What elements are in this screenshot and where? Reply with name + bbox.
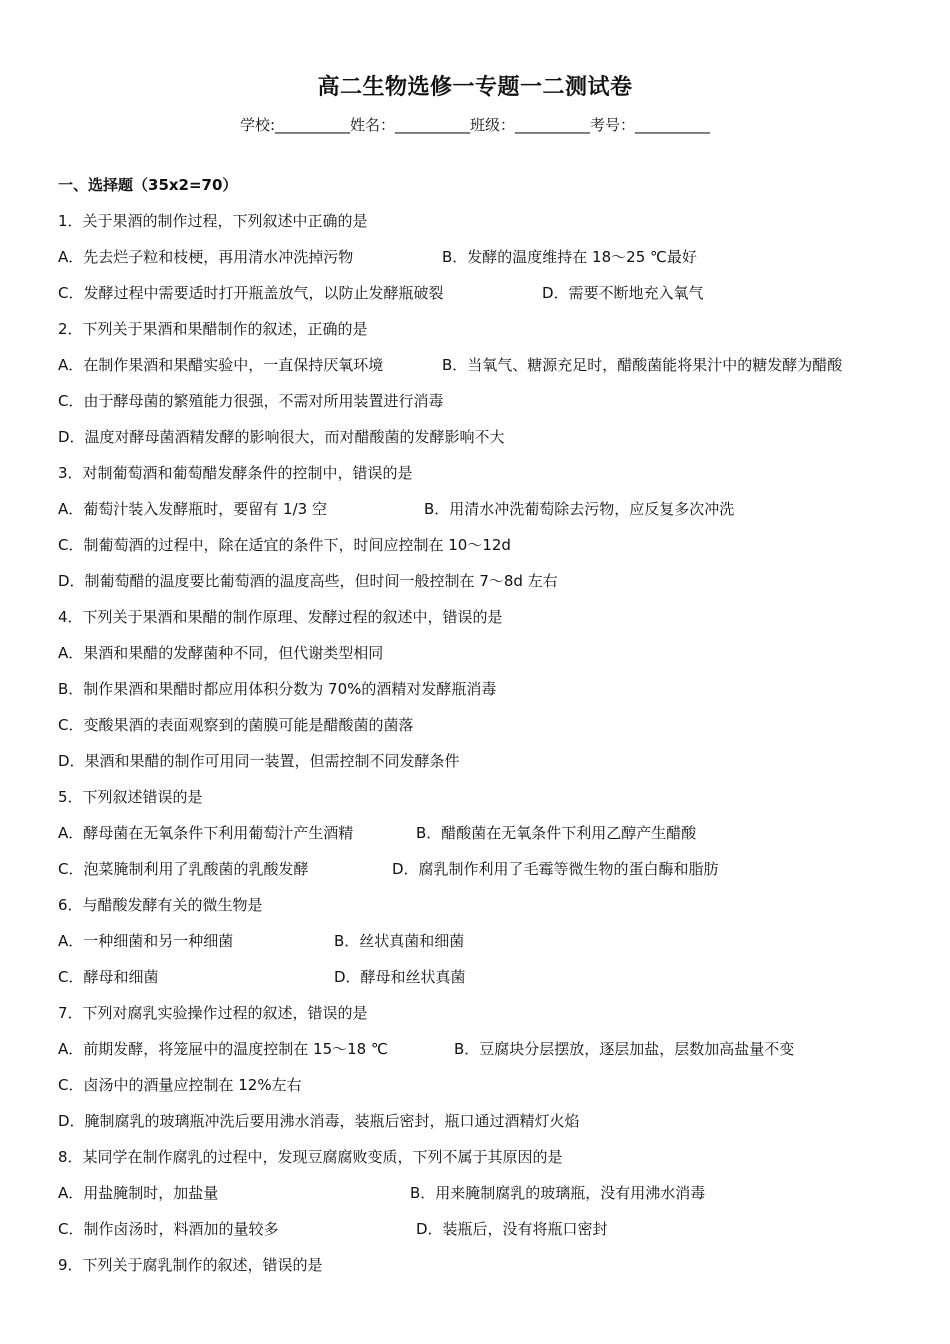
- question-4-option-a: A．果酒和果醋的发酵菌种不同，但代谢类型相同: [58, 644, 384, 662]
- section-heading: 一、选择题（35x2=70）: [58, 176, 238, 194]
- question-1-stem: 1．关于果酒的制作过程，下列叙述中正确的是: [58, 212, 368, 230]
- question-6-stem: 6．与醋酸发酵有关的微生物是: [58, 896, 263, 914]
- question-5-option-a: A．酵母菌在无氧条件下利用葡萄汁产生酒精: [58, 824, 354, 842]
- student-info-line: 学校:__________姓名：__________班级：__________考号：__________: [239, 116, 711, 134]
- question-3-option-a: A．葡萄汁装入发酵瓶时，要留有 1/3 空: [58, 500, 327, 518]
- question-1-option-d: D．需要不断地充入氧气: [542, 284, 704, 302]
- exam-title: 高二生物选修一专题一二测试卷: [317, 75, 633, 100]
- question-4-stem: 4．下列关于果酒和果醋的制作原理、发酵过程的叙述中，错误的是: [58, 608, 503, 626]
- question-1-option-b: B．发酵的温度维持在 18～25 ℃最好: [442, 248, 697, 266]
- question-5-option-c: C．泡菜腌制利用了乳酸菌的乳酸发酵: [58, 860, 309, 878]
- question-5-option-b: B．醋酸菌在无氧条件下利用乙醇产生醋酸: [416, 824, 697, 842]
- question-7-option-b: B．豆腐块分层摆放，逐层加盐，层数加高盐量不变: [454, 1040, 795, 1058]
- question-6-option-a: A．一种细菌和另一种细菌: [58, 932, 234, 950]
- question-7-option-d: D．腌制腐乳的玻璃瓶冲洗后要用沸水消毒，装瓶后密封，瓶口通过酒精灯火焰: [58, 1112, 580, 1130]
- question-3-stem: 3．对制葡萄酒和葡萄醋发酵条件的控制中，错误的是: [58, 464, 413, 482]
- question-8-option-d: D．装瓶后，没有将瓶口密封: [416, 1220, 608, 1238]
- question-3-option-d: D．制葡萄醋的温度要比葡萄酒的温度高些，但时间一般控制在 7～8d 左右: [58, 572, 558, 590]
- question-7-stem: 7．下列对腐乳实验操作过程的叙述，错误的是: [58, 1004, 368, 1022]
- question-5-option-d: D．腐乳制作利用了毛霉等微生物的蛋白酶和脂肪: [392, 860, 719, 878]
- question-8-option-b: B．用来腌制腐乳的玻璃瓶，没有用沸水消毒: [410, 1184, 706, 1202]
- question-9-stem: 9．下列关于腐乳制作的叙述，错误的是: [58, 1256, 323, 1274]
- question-7-option-a: A．前期发酵，将笼屉中的温度控制在 15～18 ℃: [58, 1040, 388, 1058]
- question-4-option-b: B．制作果酒和果醋时都应用体积分数为 70%的酒精对发酵瓶消毒: [58, 680, 497, 698]
- question-8-option-a: A．用盐腌制时，加盐量: [58, 1184, 219, 1202]
- question-6-option-c: C．酵母和细菌: [58, 968, 159, 986]
- question-1-option-c: C．发酵过程中需要适时打开瓶盖放气，以防止发酵瓶破裂: [58, 284, 444, 302]
- question-5-stem: 5．下列叙述错误的是: [58, 788, 203, 806]
- question-4-option-d: D．果酒和果醋的制作可用同一装置，但需控制不同发酵条件: [58, 752, 460, 770]
- question-3-option-b: B．用清水冲洗葡萄除去污物，应反复多次冲洗: [424, 500, 735, 518]
- question-2-option-a: A．在制作果酒和果醋实验中，一直保持厌氧环境: [58, 356, 384, 374]
- question-2-option-d: D．温度对酵母菌酒精发酵的影响很大，而对醋酸菌的发酵影响不大: [58, 428, 505, 446]
- question-8-option-c: C．制作卤汤时，料酒加的量较多: [58, 1220, 279, 1238]
- question-6-option-b: B．丝状真菌和细菌: [334, 932, 465, 950]
- question-2-stem: 2．下列关于果酒和果醋制作的叙述，正确的是: [58, 320, 368, 338]
- question-2-option-c: C．由于酵母菌的繁殖能力很强，不需对所用装置进行消毒: [58, 392, 444, 410]
- question-8-stem: 8．某同学在制作腐乳的过程中，发现豆腐腐败变质，下列不属于其原因的是: [58, 1148, 563, 1166]
- question-7-option-c: C．卤汤中的酒量应控制在 12%左右: [58, 1076, 302, 1094]
- question-2-option-b: B．当氧气、糖源充足时，醋酸菌能将果汁中的糖发酵为醋酸: [442, 356, 843, 374]
- question-6-option-d: D．酵母和丝状真菌: [334, 968, 466, 986]
- question-4-option-c: C．变酸果酒的表面观察到的菌膜可能是醋酸菌的菌落: [58, 716, 414, 734]
- question-3-option-c: C．制葡萄酒的过程中，除在适宜的条件下，时间应控制在 10～12d: [58, 536, 511, 554]
- question-1-option-a: A．先去烂子粒和枝梗，再用清水冲洗掉污物: [58, 248, 354, 266]
